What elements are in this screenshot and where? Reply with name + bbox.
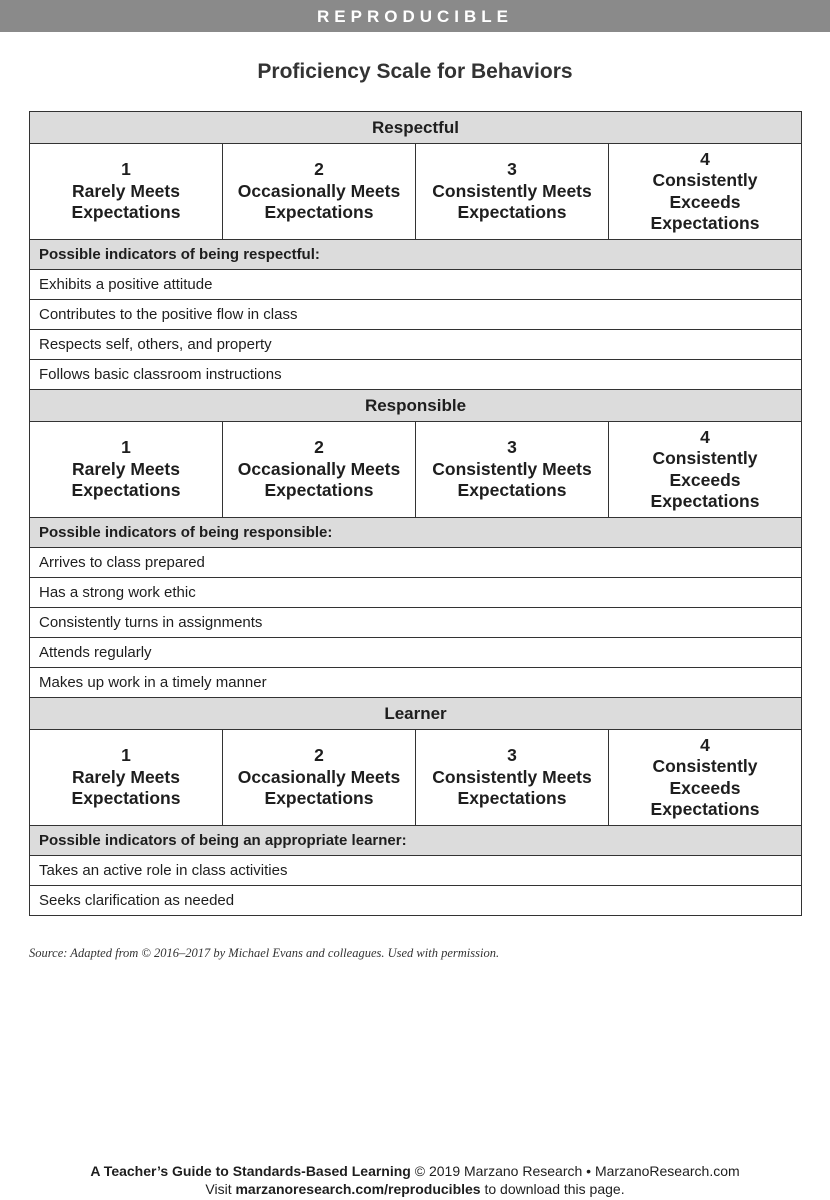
indicator-item: Arrives to class prepared: [30, 548, 802, 578]
level-label-line: Occasionally Meets: [237, 458, 401, 479]
level-cell-1: [30, 144, 223, 240]
level-number: 3: [507, 745, 517, 766]
level-label-line: Rarely Meets: [72, 766, 180, 787]
level-label-line: Expectations: [650, 491, 760, 511]
levels-row: [30, 144, 802, 240]
reproducible-banner: REPRODUCIBLE: [0, 0, 830, 32]
level-label-line: Expectations: [650, 799, 760, 819]
level-label-line: Exceeds: [669, 777, 741, 798]
indicator-row: [30, 270, 802, 300]
indicator-row: [30, 886, 802, 916]
level-cell-2: [223, 144, 416, 240]
source-note: Source: Adapted from © 2016–2017 by Michael Evans and colleagues. Used with permission.: [29, 946, 500, 960]
level-cell-2: [223, 730, 416, 826]
indicator-row: [30, 300, 802, 330]
indicator-item: Follows basic classroom instructions: [30, 360, 802, 390]
level-cell-3: [416, 730, 609, 826]
level-cell-4: [609, 144, 802, 240]
indicator-heading-row: [30, 240, 802, 270]
level-cell-2: [223, 422, 416, 518]
section-name: Learner: [30, 698, 802, 730]
level-label-line: Exceeds: [669, 469, 741, 490]
level-number: 4: [700, 426, 710, 447]
level-label-line: Consistently: [652, 756, 758, 776]
page-footer: [0, 1162, 830, 1198]
level-label-line: Consistently: [652, 170, 758, 190]
level-label-line: Expectations: [71, 788, 181, 809]
level-label-line: Expectations: [71, 480, 181, 501]
indicator-heading: Possible indicators of being respectful:: [30, 240, 802, 270]
indicator-item: Attends regularly: [30, 638, 802, 668]
section-header-row: [30, 390, 802, 422]
indicator-heading: Possible indicators of being an appropriate learner:: [30, 826, 802, 856]
footer-line-2: [0, 1180, 830, 1198]
indicator-row: [30, 668, 802, 698]
level-number: 4: [700, 148, 710, 169]
level-number: 4: [700, 734, 710, 755]
level-label-line: Rarely Meets: [72, 458, 180, 479]
level-number: 1: [121, 745, 131, 766]
footer-visit-suffix: to download this page.: [480, 1181, 625, 1197]
levels-row: [30, 730, 802, 826]
indicator-item: Exhibits a positive attitude: [30, 270, 802, 300]
section-header-row: [30, 112, 802, 144]
level-number: 2: [314, 745, 324, 766]
level-label-line: Expectations: [264, 788, 374, 809]
level-number: 1: [121, 437, 131, 458]
indicator-heading-row: [30, 826, 802, 856]
level-number: 3: [507, 437, 517, 458]
page-title: Proficiency Scale for Behaviors: [257, 60, 573, 83]
level-label-line: Expectations: [457, 202, 567, 223]
indicator-item: Respects self, others, and property: [30, 330, 802, 360]
level-cell-3: [416, 144, 609, 240]
level-label-line: Expectations: [71, 202, 181, 223]
level-label-line: Consistently Meets: [432, 180, 592, 201]
level-label-line: Expectations: [457, 480, 567, 501]
level-cell-1: [30, 730, 223, 826]
level-number: 2: [314, 159, 324, 180]
level-label-line: Expectations: [457, 788, 567, 809]
level-label-line: Occasionally Meets: [237, 766, 401, 787]
level-label-line: Consistently: [652, 448, 758, 468]
indicator-row: [30, 330, 802, 360]
indicator-row: [30, 638, 802, 668]
section-name: Respectful: [30, 112, 802, 144]
level-label-line: Exceeds: [669, 191, 741, 212]
level-label-line: Consistently Meets: [432, 458, 592, 479]
level-cell-1: [30, 422, 223, 518]
level-label-line: Consistently Meets: [432, 766, 592, 787]
reproducibles-link[interactable]: marzanoresearch.com/reproducibles: [235, 1181, 481, 1197]
indicator-item: Consistently turns in assignments: [30, 608, 802, 638]
proficiency-scale-table: [29, 111, 802, 916]
indicator-item: Has a strong work ethic: [30, 578, 802, 608]
indicator-row: [30, 548, 802, 578]
section-name: Responsible: [30, 390, 802, 422]
level-number: 3: [507, 159, 517, 180]
level-cell-4: [609, 422, 802, 518]
indicator-row: [30, 360, 802, 390]
level-label-line: Expectations: [650, 213, 760, 233]
footer-line-1: [0, 1162, 830, 1180]
section-header-row: [30, 698, 802, 730]
level-number: 1: [121, 159, 131, 180]
level-cell-4: [609, 730, 802, 826]
indicator-row: [30, 608, 802, 638]
level-cell-3: [416, 422, 609, 518]
book-title: A Teacher’s Guide to Standards-Based Learning: [90, 1163, 411, 1179]
level-label-line: Expectations: [264, 202, 374, 223]
indicator-row: [30, 856, 802, 886]
footer-visit-prefix: Visit: [205, 1181, 236, 1197]
indicator-item: Takes an active role in class activities: [30, 856, 802, 886]
level-number: 2: [314, 437, 324, 458]
indicator-item: Seeks clarification as needed: [30, 886, 802, 916]
indicator-heading-row: [30, 518, 802, 548]
level-label-line: Expectations: [264, 480, 374, 501]
level-label-line: Occasionally Meets: [237, 180, 401, 201]
indicator-row: [30, 578, 802, 608]
indicator-item: Makes up work in a timely manner: [30, 668, 802, 698]
indicator-item: Contributes to the positive flow in class: [30, 300, 802, 330]
levels-row: [30, 422, 802, 518]
footer-copyright: © 2019 Marzano Research • MarzanoResearch.com: [410, 1163, 740, 1179]
indicator-heading: Possible indicators of being responsible:: [30, 518, 802, 548]
level-label-line: Rarely Meets: [72, 180, 180, 201]
